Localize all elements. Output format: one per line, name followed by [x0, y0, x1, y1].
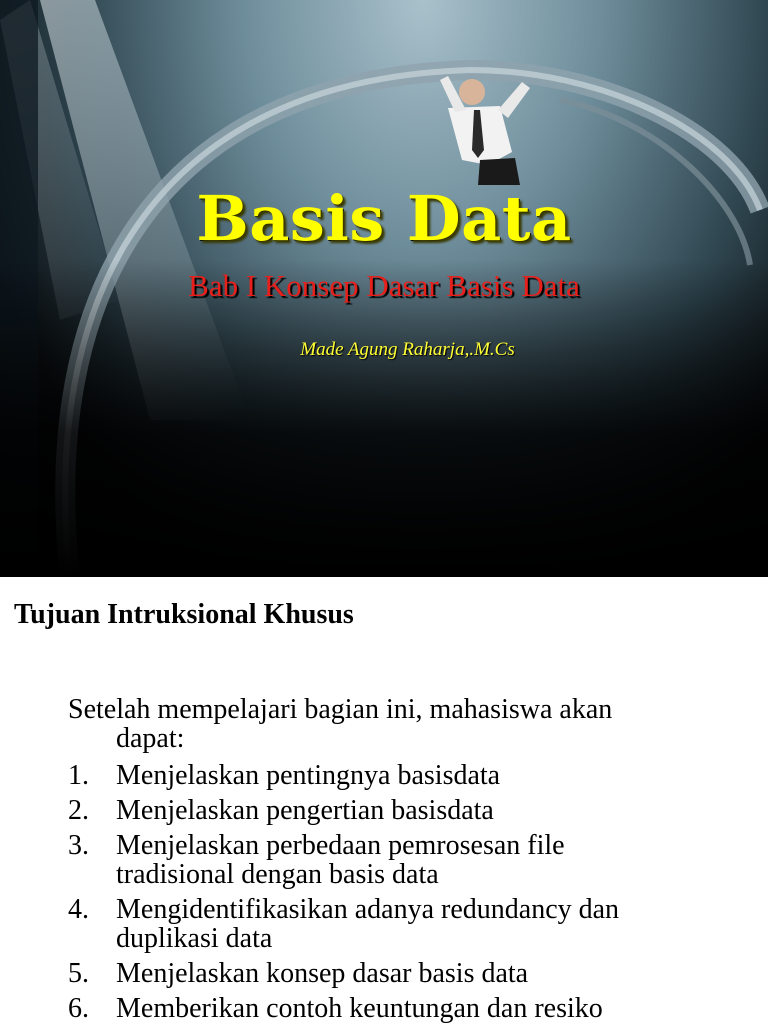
- item-number: 2.: [68, 795, 89, 826]
- list-item: [68, 796, 676, 825]
- objectives-slide: [0, 577, 768, 1024]
- item-number: 1.: [68, 760, 89, 791]
- item-number: 5.: [68, 958, 89, 989]
- slide-subtitle: Bab I Konsep Dasar Basis Data: [188, 268, 580, 303]
- list-item: [68, 831, 676, 889]
- list-item: [68, 761, 676, 790]
- intro-paragraph: [68, 695, 748, 753]
- list-item: [68, 895, 676, 953]
- item-text: Mengidentifikasikan adanya redundancy dan duplikasi data: [116, 894, 620, 954]
- item-number: 6.: [68, 993, 89, 1024]
- item-text: Memberikan contoh keuntungan dan resiko: [116, 993, 603, 1024]
- intro-line: dapat:: [116, 723, 185, 754]
- item-text: Menjelaskan pentingnya basisdata: [116, 760, 501, 791]
- list-item: [68, 994, 676, 1023]
- intro-line: Setelah mempelajari bagian ini, mahasiswa akan: [68, 694, 613, 725]
- item-number: 3.: [68, 830, 89, 861]
- slide-title: Basis Data: [196, 182, 572, 255]
- item-text: Menjelaskan pengertian basisdata: [116, 795, 494, 826]
- slide-heading: Tujuan Intruksional Khusus: [14, 599, 354, 630]
- author-name: Made Agung Raharja,.M.Cs: [300, 339, 515, 360]
- item-text: Menjelaskan konsep dasar basis data: [116, 958, 529, 989]
- list-item: [68, 959, 676, 988]
- item-number: 4.: [68, 894, 89, 925]
- objectives-list: [68, 761, 676, 1024]
- item-text: Menjelaskan perbedaan pemrosesan file tradisional dengan basis data: [116, 830, 565, 890]
